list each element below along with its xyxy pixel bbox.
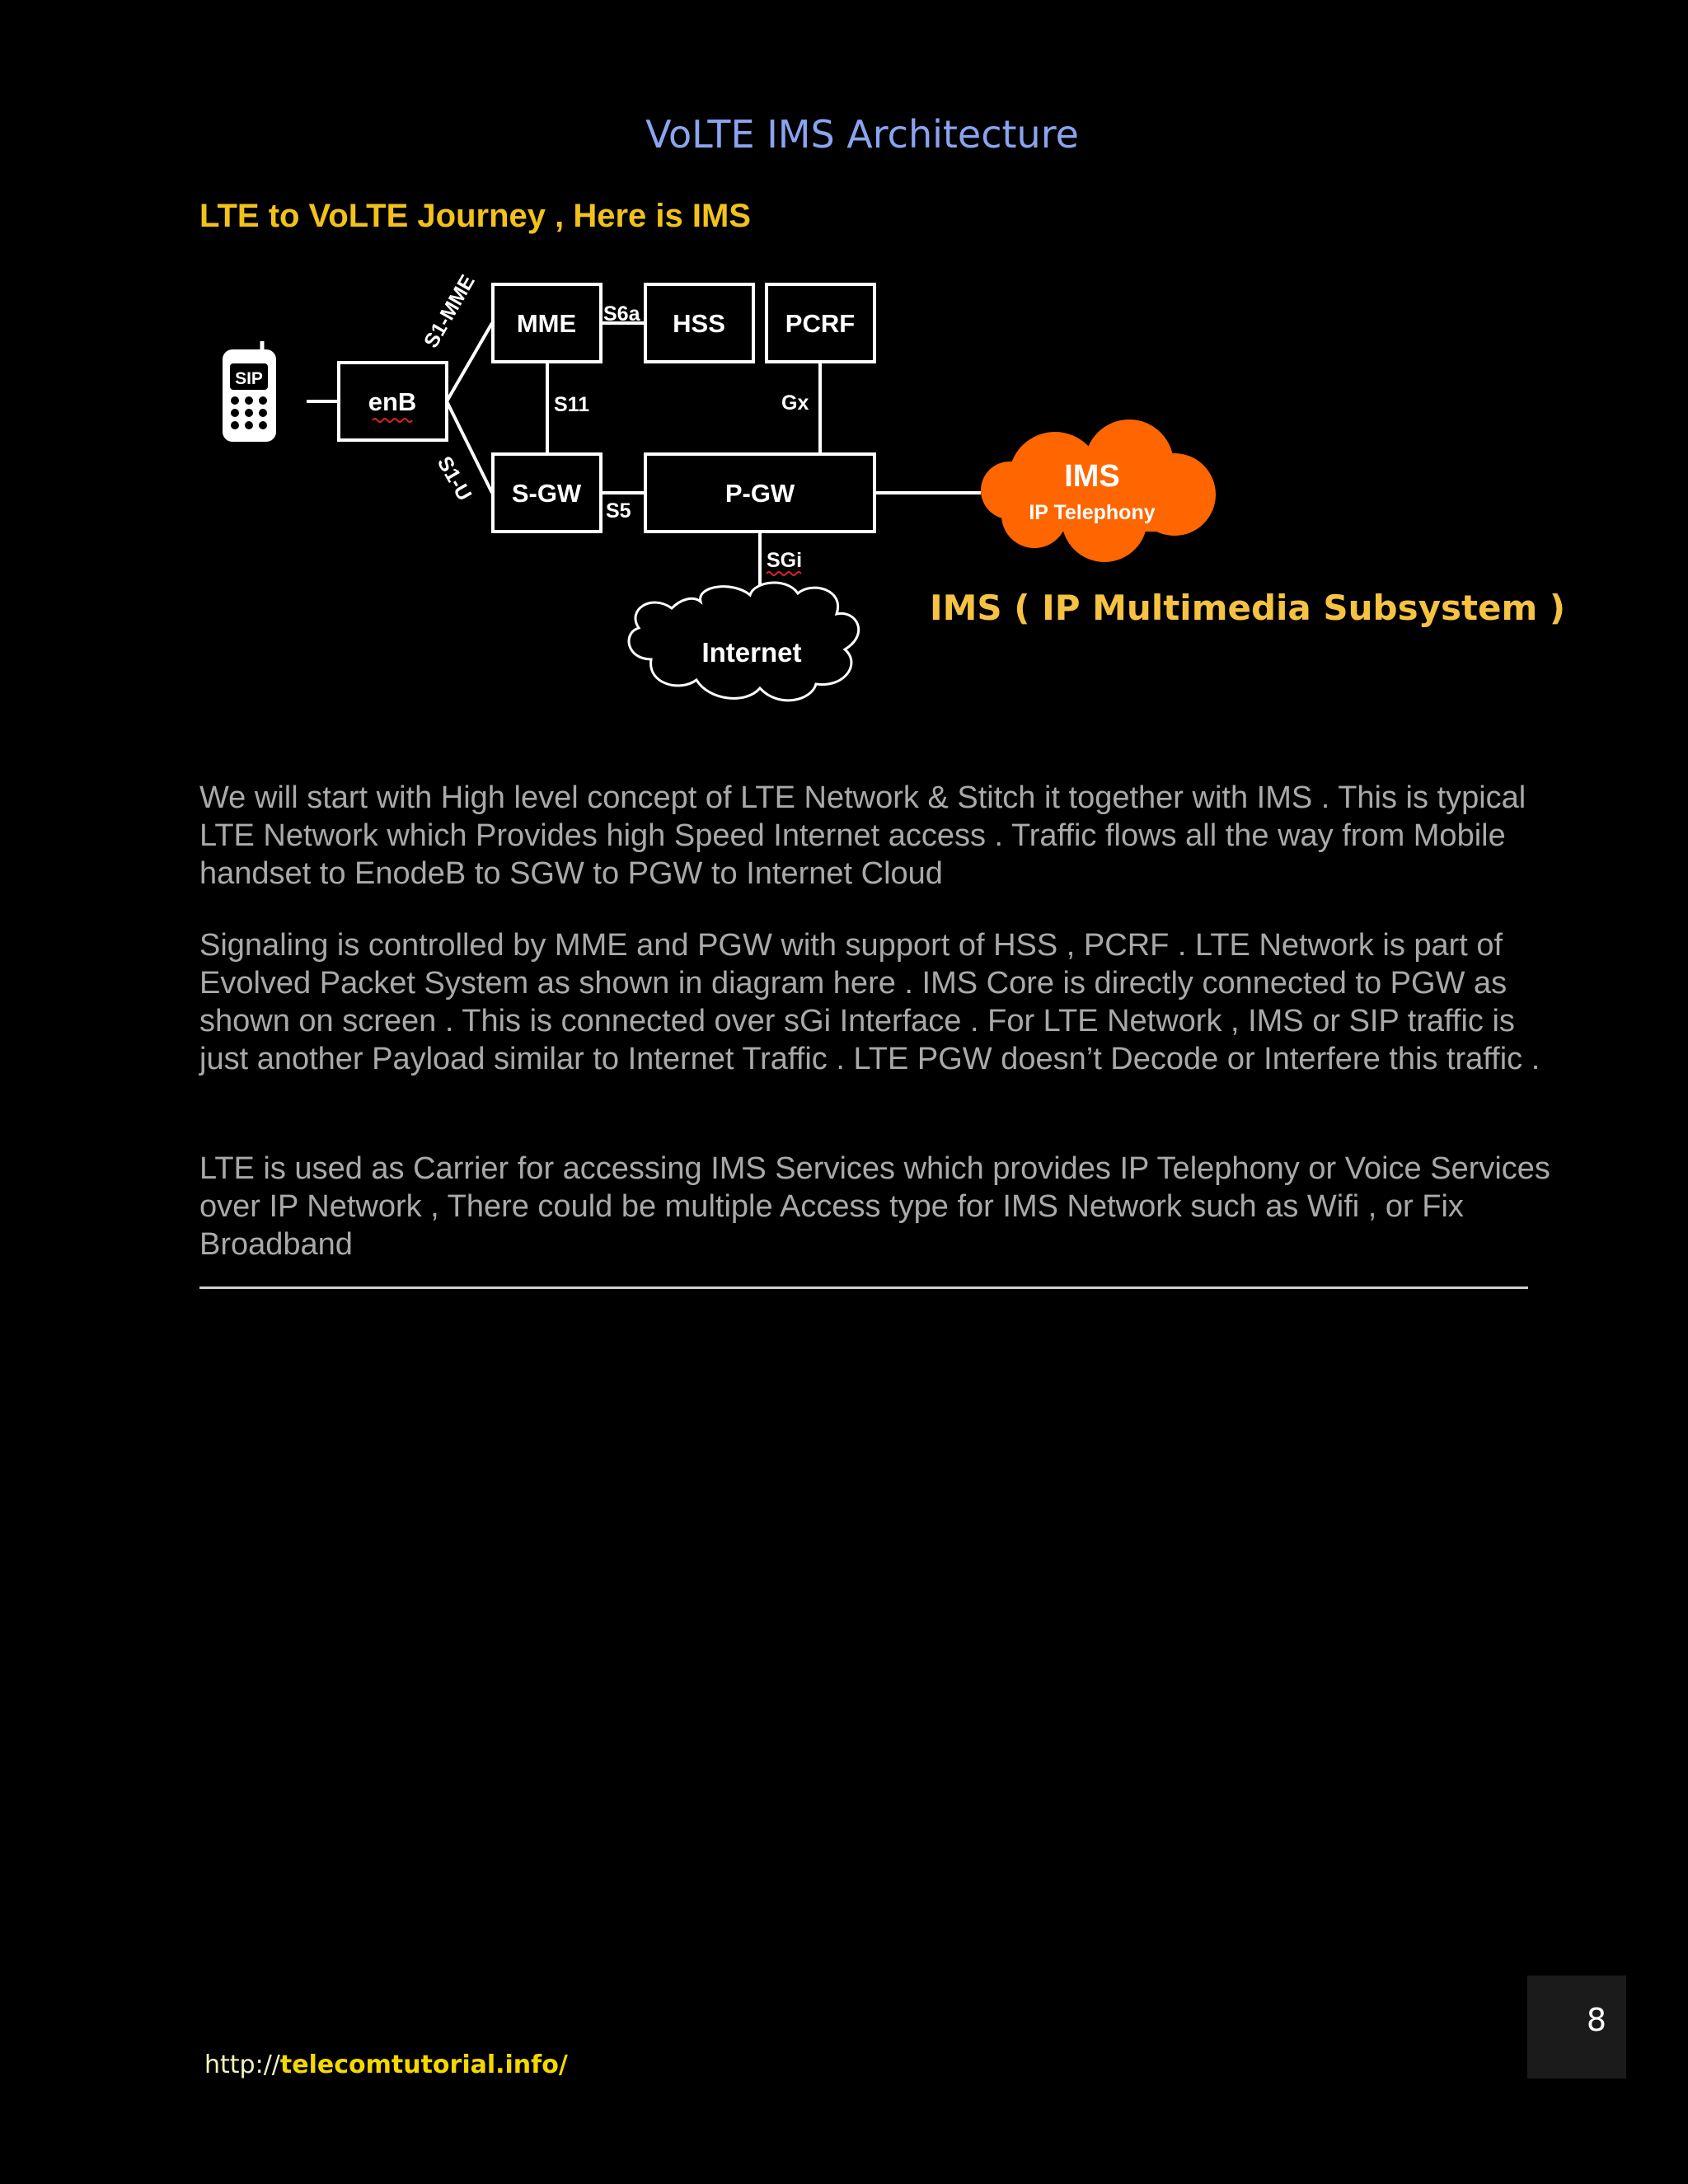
footer-link-domain: telecomtutorial.info/: [279, 2050, 568, 2079]
page-number: 8: [1527, 1975, 1626, 2079]
lte-ims-diagram: [0, 0, 1688, 758]
interface-s6a: S6a: [603, 302, 640, 326]
internet-cloud: [629, 583, 859, 701]
footer-link-protocol: http://: [204, 2050, 280, 2079]
ims-cloud: [981, 419, 1216, 562]
paragraph: We will start with High level concept of LTE Network & Stitch it together with IMS . This is typical LTE Network which Provides high Speed Internet access . Traffic flows all the way from Mobile handset to EnodeB to SGW to PGW to Internet Cloud: [199, 780, 1526, 891]
enb-label: enB: [368, 387, 417, 416]
paragraph: Signaling is controlled by MME and PGW with support of HSS , PCRF . LTE Network is part of Evolved Packet System as shown in diagram here . IMS Core is directly connected to PGW as shown on screen . This is connected over sGi Interface . For LTE Network , IMS or SIP traffic is just another Payload similar to Internet Traffic . LTE PGW doesn’t Decode or Interfere this traffic .: [199, 928, 1540, 1076]
page-title: VoLTE IMS Architecture: [645, 112, 1079, 157]
mme-label: MME: [516, 309, 577, 338]
phone-label: SIP: [235, 369, 263, 388]
interface-s1-u: S1-U: [432, 452, 476, 505]
ims-label: IMS: [1064, 459, 1120, 494]
horizontal-divider: [199, 1286, 1528, 1289]
ims-sub-label: IP Telephony: [1029, 501, 1156, 524]
interface-s11: S11: [554, 393, 590, 416]
spell-underline: [767, 572, 801, 575]
enb-mme-link: [447, 323, 492, 401]
section-heading: LTE to VoLTE Journey , Here is IMS: [199, 198, 751, 234]
paragraph: LTE is used as Carrier for accessing IMS Services which provides IP Telephony or Voice Services over IP Network , There could be multiple Access type for IMS Network such as Wifi , or Fix Broadband: [199, 1151, 1550, 1262]
interface-sgi: SGi: [767, 549, 803, 572]
interface-s5: S5: [606, 499, 631, 523]
internet-label: Internet: [701, 637, 802, 668]
phone-icon: [223, 341, 276, 442]
ims-callout: IMS ( IP Multimedia Subsystem ): [930, 588, 1566, 628]
interface-s1-mme: S1-MME: [419, 270, 480, 352]
footer-link[interactable]: [204, 2050, 568, 2079]
pcrf-label: PCRF: [785, 309, 856, 338]
interface-gx: Gx: [781, 391, 809, 415]
hss-label: HSS: [673, 309, 725, 338]
pgw-label: P-GW: [724, 479, 795, 508]
sgw-label: S-GW: [511, 479, 582, 508]
